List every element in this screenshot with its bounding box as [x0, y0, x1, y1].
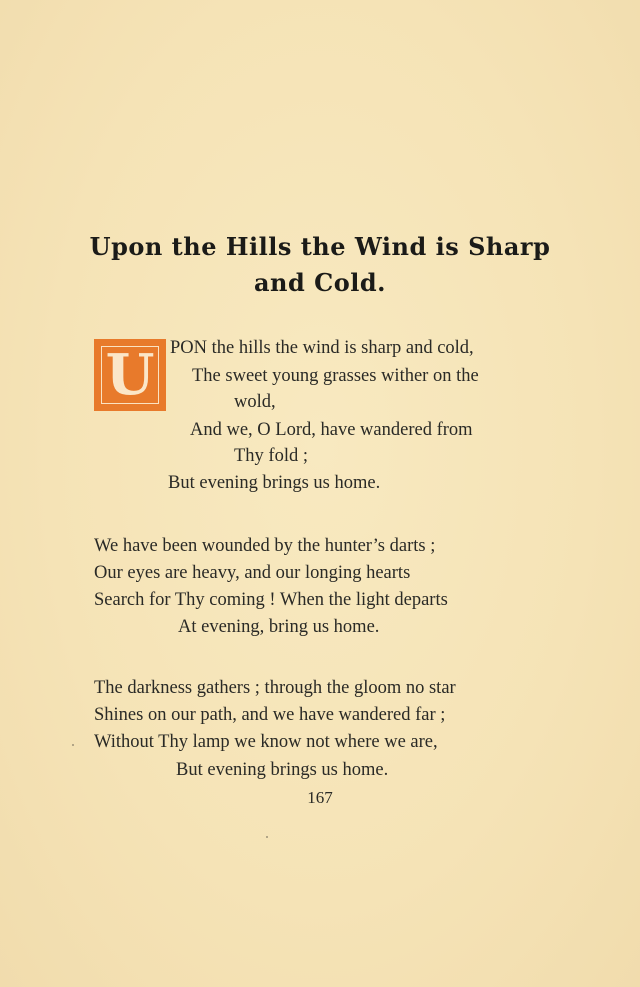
poem-title-line-1: Upon the Hills the Wind is Sharp	[89, 232, 551, 261]
poem-line: But evening brings us home.	[176, 760, 389, 780]
poem-line: Thy fold ;	[234, 446, 308, 466]
paper-speck	[72, 744, 74, 746]
poem-line: We have been wounded by the hunter’s darts ;	[94, 536, 436, 556]
poem-line: The darkness gathers ; through the gloom no star	[94, 678, 456, 698]
initial-frame	[101, 342, 159, 408]
initial-letter: U	[105, 342, 155, 408]
poem-line: Search for Thy coming ! When the light departs	[94, 590, 448, 610]
poem-line: PON the hills the wind is sharp and cold,	[170, 338, 474, 358]
poem-line: Our eyes are heavy, and our longing hearts	[94, 563, 411, 583]
poem-line: At evening, bring us home.	[178, 617, 380, 637]
poem-title-line-2: and Cold.	[254, 268, 386, 297]
poem-line: And we, O Lord, have wandered from	[190, 420, 473, 440]
page-number: 167	[307, 788, 333, 807]
paper-speck	[266, 836, 268, 838]
poem-line: Shines on our path, and we have wandered far ;	[94, 705, 446, 725]
poem-line: But evening brings us home.	[168, 473, 381, 493]
poem-line: Without Thy lamp we know not where we are,	[94, 732, 438, 752]
poem-line: wold,	[234, 392, 276, 412]
poem-line: The sweet young grasses wither on the	[192, 366, 479, 386]
illuminated-initial	[94, 339, 166, 411]
